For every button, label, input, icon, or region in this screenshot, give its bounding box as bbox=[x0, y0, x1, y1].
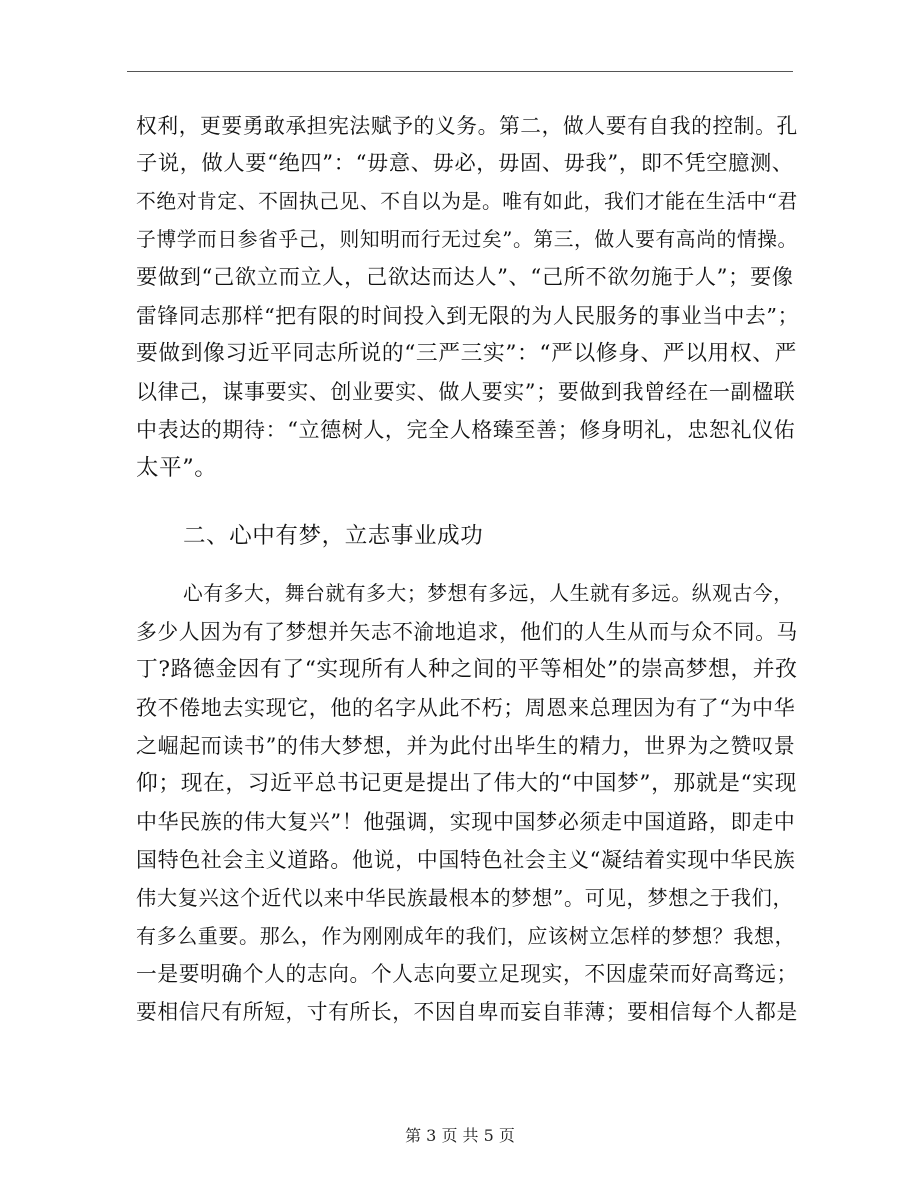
text-line: 子博学而日参省乎己，则知明而行无过矣”。第三，做人要有高尚的情操。 bbox=[136, 228, 798, 251]
text-line: 之崛起而读书”的伟大梦想，并为此付出毕生的精力，世界为之赞叹景 bbox=[136, 734, 796, 758]
text-line: 不绝对肯定、不固执己见、不自以为是。唯有如此，我们才能在生活中“君 bbox=[136, 190, 798, 213]
text-line: 有多么重要。那么，作为刚刚成年的我们，应该树立怎样的梦想？我想， bbox=[136, 924, 796, 948]
text-line: 伟大复兴这个近代以来中华民族最根本的梦想”。可见，梦想之于我们， bbox=[136, 886, 794, 910]
text-line: 雷锋同志那样“把有限的时间投入到无限的为人民服务的事业当中去”； bbox=[136, 304, 799, 328]
text-line: 仰；现在，习近平总书记更是提出了伟大的“中国梦”，那就是“实现 bbox=[136, 771, 797, 796]
text-line: 子说，做人要“绝四”：“毋意、毋必，毋固、毋我”，即不凭空臆测、 bbox=[136, 151, 794, 176]
text-line: 以律己，谋事要实、创业要实、做人要实”；要做到我曾经在一副楹联 bbox=[136, 380, 796, 404]
text-line: 中华民族的伟大复兴”！他强调，实现中国梦必须走中国道路，即走中 bbox=[136, 810, 796, 834]
paragraph-first-line: 心有多大，舞台就有多大；梦想有多远，人生就有多远。纵观古今， bbox=[183, 582, 794, 605]
section-heading: 二、心中有梦，立志事业成功 bbox=[183, 523, 484, 549]
text-line: 国特色社会主义道路。他说，中国特色社会主义“凝结着实现中华民族 bbox=[136, 848, 796, 872]
text-line: 丁?路德金因有了“实现所有人种之间的平等相处”的崇高梦想，并孜 bbox=[136, 657, 798, 682]
text-line: 要相信尺有所短，寸有所长，不因自卑而妄自菲薄；要相信每个人都是 bbox=[136, 1000, 798, 1024]
text-line: 太平”。 bbox=[136, 455, 218, 481]
text-line: 权利，更要勇敢承担宪法赋予的义务。第二，做人要有自我的控制。孔 bbox=[136, 114, 798, 138]
text-line: 一是要明确个人的志向。个人志向要立足现实，不因虚荣而好高骛远； bbox=[136, 962, 798, 986]
page-number-footer: 第 3 页 共 5 页 bbox=[405, 1126, 515, 1145]
text-line: 孜不倦地去实现它，他的名字从此不朽；周恩来总理因为有了“为中华 bbox=[136, 696, 796, 720]
text-line: 多少人因为有了梦想并矢志不渝地追求，他们的人生从而与众不同。马 bbox=[136, 620, 798, 644]
text-line: 要做到像习近平同志所说的“三严三实”：“严以修身、严以用权、严 bbox=[136, 341, 797, 366]
header-rule bbox=[127, 71, 793, 72]
text-line: 要做到“己欲立而立人，己欲达而达人”、“己所不欲勿施于人”；要像 bbox=[136, 265, 794, 290]
text-line: 中表达的期待：“立德树人，完全人格臻至善；修身明礼，忠恕礼仪佑 bbox=[136, 418, 796, 442]
